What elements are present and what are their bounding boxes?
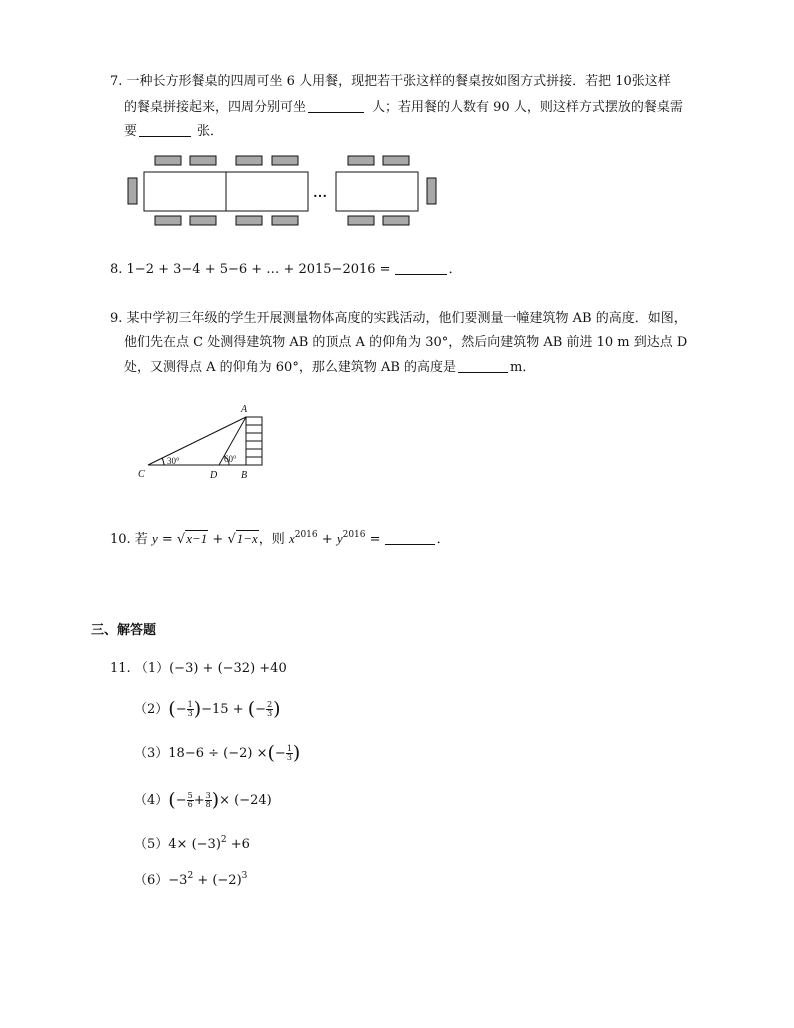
top-chair — [348, 156, 374, 165]
label-C: C — [138, 469, 145, 480]
q7-line2-text-b: 人；若用餐的人数有 90 人，则这样方式摆放的餐桌需 — [372, 100, 683, 115]
top-chair — [383, 156, 409, 165]
q11-2-middle: −15 + — [201, 702, 244, 717]
q10-end: ． — [436, 532, 450, 547]
q9-building-figure — [134, 398, 274, 484]
q11-1-expression: (−3) + (−32) +40 — [169, 661, 287, 676]
q8-line — [110, 260, 462, 279]
q11-5-exp: 2 — [220, 835, 227, 845]
q9-line1: 9. 某中学初三年级的学生开展测量物体高度的实践活动，他们要测量一幢建筑物 AB 的高度．如图， — [110, 311, 687, 326]
left-end-chair — [128, 178, 137, 204]
angle-30-arc — [162, 458, 164, 465]
q8-expression: 8. 1−2 + 3−4 + 5−6 + … + 2015−2016 = — [110, 262, 391, 277]
q11-3-fraction: $\frac{1}{3}$ — [286, 744, 292, 762]
top-chair — [155, 156, 181, 165]
table-last — [336, 172, 418, 211]
table-1 — [144, 172, 226, 211]
top-chair — [236, 156, 262, 165]
q11-2-label: （2） — [134, 702, 169, 717]
table-2 — [226, 172, 308, 211]
q11-6-exp2: 3 — [241, 871, 248, 881]
q11-4-label: （4） — [134, 793, 169, 808]
q11-6-middle: + (−2) — [193, 873, 242, 888]
q11-3-label: （3） — [134, 746, 169, 761]
q7-blank-tables[interactable] — [139, 122, 191, 137]
q10-radicand2: 1−x — [236, 531, 258, 546]
q11-number: 11. — [110, 661, 131, 676]
q8-end: ． — [448, 262, 462, 277]
q9-line3-end: m． — [510, 360, 536, 375]
q11-2-fraction-2: $\frac{2}{3}$ — [267, 700, 273, 718]
q10-equals2: = — [369, 532, 381, 547]
bottom-chair — [190, 216, 216, 225]
q10-plus2: + — [321, 532, 333, 547]
q10-number: 10. 若 — [110, 532, 148, 547]
q7-line2 — [124, 98, 683, 117]
q9-line3 — [124, 358, 535, 377]
q11-4-fraction-2: $\frac{3}{8}$ — [205, 791, 211, 809]
q11-item-3: （3）18−6 ÷ (−2) ×(− $\frac{1}{3}$ ) — [134, 742, 301, 764]
bottom-chair — [272, 216, 298, 225]
q11-5-label: （5） — [134, 837, 169, 852]
q9-blank[interactable] — [458, 358, 508, 373]
q8-blank[interactable] — [395, 260, 447, 275]
q10-then: ，则 — [258, 532, 285, 547]
bottom-chair — [236, 216, 262, 225]
q10-y: y — [151, 531, 158, 546]
q10-blank[interactable] — [385, 530, 435, 545]
q11-5-tail: +6 — [226, 837, 250, 852]
q11-6-expression: −3 — [168, 873, 188, 888]
q10-y2: y — [336, 531, 343, 546]
q10-y-exp: 2016 — [342, 530, 366, 540]
q10-line — [110, 526, 450, 549]
label-A: A — [241, 404, 248, 415]
bottom-chair — [383, 216, 409, 225]
bottom-chair — [155, 216, 181, 225]
q11-3-expression: 18−6 ÷ (−2) × — [168, 746, 268, 761]
q10-plus: + — [212, 532, 224, 547]
q7-line1: 7. 一种长方形餐桌的四周可坐 6 人用餐，现把若干张这样的餐桌按如图方式拼接．若把 10张这样 — [110, 74, 671, 89]
q7-line2-text-a: 的餐桌拼接起来，四周分别可坐 — [124, 100, 307, 115]
q7-line3-text-b: 张． — [197, 124, 224, 139]
right-end-chair — [427, 178, 436, 204]
q11-6-exp1: 2 — [187, 871, 194, 881]
q9-line2: 他们先在点 C 处测得建筑物 AB 的顶点 A 的仰角为 30°，然后向建筑物 AB 前进 10 m 到达点 D — [124, 335, 688, 350]
q11-1-label: （1） — [134, 661, 170, 676]
q11-4-fraction-1: $\frac{5}{6}$ — [187, 791, 193, 809]
sqrt-icon: √ — [176, 532, 186, 547]
q11-2-fraction-1: $\frac{1}{3}$ — [187, 700, 193, 718]
q7-table-figure — [124, 152, 444, 230]
bottom-chair — [348, 216, 374, 225]
top-chair — [190, 156, 216, 165]
sqrt-icon: √ — [227, 532, 236, 547]
q11-5-expression: 4× (−3) — [168, 837, 221, 852]
label-B: B — [241, 470, 248, 481]
q7-line3-text-a: 要 — [124, 124, 138, 139]
label-angle-60: 60° — [224, 454, 237, 464]
q7-blank-people[interactable] — [308, 98, 364, 113]
label-angle-30: 30° — [167, 456, 180, 466]
q11-item-2: （2）(− $\frac{1}{3}$ )−15 + (− $\frac{2}{3}$ ) — [134, 698, 281, 720]
q11-item-5 — [134, 831, 250, 854]
q11-6-label: （6） — [134, 873, 169, 888]
top-chair — [272, 156, 298, 165]
q7-line3 — [124, 122, 223, 141]
q10-radicand1: x−1 — [186, 531, 208, 546]
q11-item-6 — [134, 867, 247, 890]
q10-equals: = — [161, 532, 173, 547]
q10-x-exp: 2016 — [294, 530, 318, 540]
q10-x: x — [288, 531, 295, 546]
label-D: D — [210, 470, 218, 481]
q11-4-tail: × (−24) — [219, 793, 272, 808]
q11-item-4: （4）(− $\frac{5}{6}$ + $\frac{3}{8}$ )× (−24) — [134, 789, 272, 811]
q9-line3-text: 处，又测得点 A 的仰角为 60°，那么建筑物 AB 的高度是 — [124, 360, 457, 375]
q11-item-1 — [110, 660, 287, 678]
section-title: 三、解答题 — [91, 623, 157, 638]
q7-ellipsis: … — [313, 186, 327, 201]
q10-sqrt1 — [177, 532, 208, 547]
q10-sqrt2 — [227, 532, 258, 547]
